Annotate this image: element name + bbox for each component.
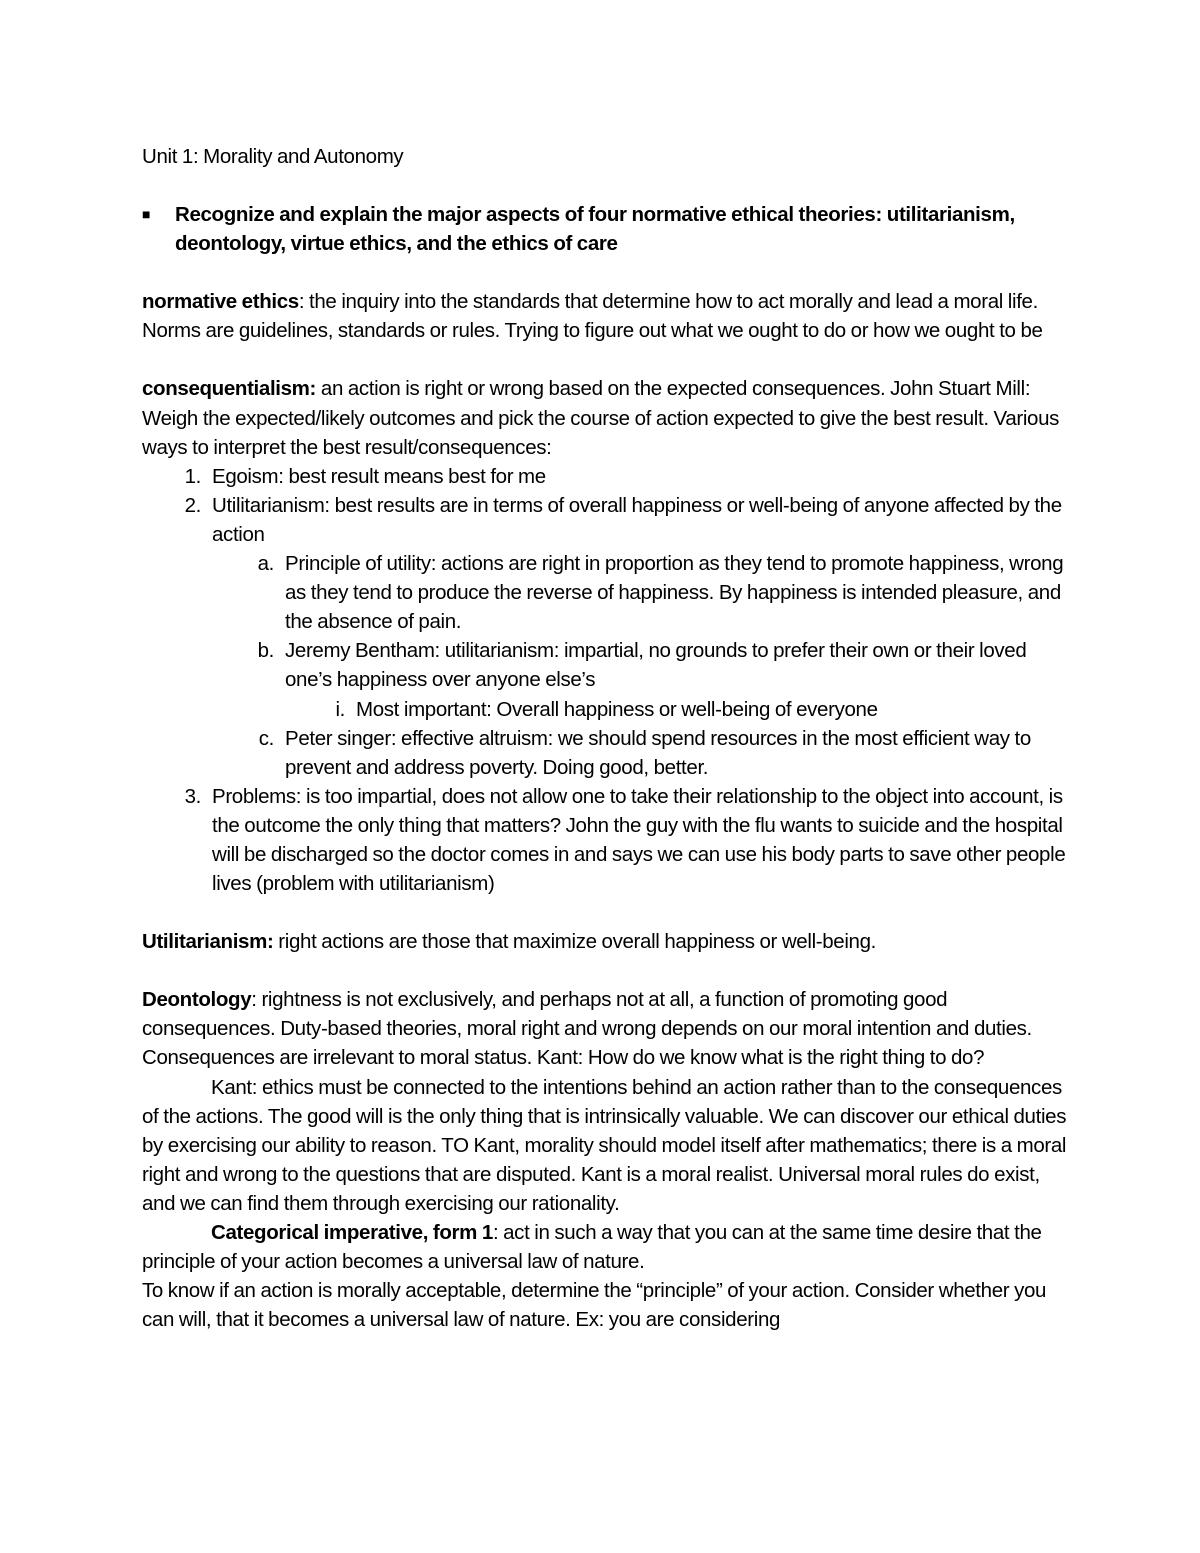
categorical-imperative-paragraph <box>142 1218 1067 1276</box>
consequentialism-body: an action is right or wrong based on the expected consequences. John Stuart Mill: Weigh the expected/likely outcomes and pick the course of action expected to give the best result. Various ways to interpret the best result/consequences: <box>142 377 1060 459</box>
consequentialism-paragraph <box>142 374 1067 461</box>
sub-list-item-text: Peter singer: effective altruism: we should spend resources in the most efficient way to prevent and address poverty. Doing good, better. <box>285 726 1031 779</box>
list-marker: b. <box>257 639 274 663</box>
final-paragraph: To know if an action is morally acceptable, determine the “principle” of your action. Consider whether you can will, that it becomes a universal law of nature. Ex: you are considering <box>142 1279 1047 1332</box>
spacer <box>142 956 1067 985</box>
list-marker: 2. <box>184 493 201 517</box>
deontology-body: : rightness is not exclusively, and perhaps not at all, a function of promoting good consequences. Duty-based theories, moral right and wrong depends on our moral intention and duties. Consequences are irrelevant to moral status. Kant: How do we know what is the right thing to do? <box>142 988 1032 1070</box>
term-normative-ethics: normative ethics <box>142 290 299 314</box>
normative-ethics-body: : the inquiry into the standards that determine how to act morally and lead a moral life. Norms are guidelines, standards or rules. Trying to figure out what we ought to do or how we ought to be <box>142 290 1043 343</box>
term-consequentialism: consequentialism: <box>142 377 317 401</box>
list-item <box>162 491 1067 782</box>
list-marker: i. <box>335 697 345 721</box>
deontology-paragraph <box>142 985 1067 1072</box>
term-utilitarianism: Utilitarianism: <box>142 930 274 954</box>
spacer <box>142 898 1067 927</box>
sub-list-item <box>212 724 1067 782</box>
bentham-sublist <box>285 695 1067 724</box>
square-bullet-icon: ■ <box>142 206 151 223</box>
categorical-imperative-body: : act in such a way that you can at the same time desire that the principle of your action becomes a universal law of nature. <box>142 1221 1042 1274</box>
sub-list-item <box>212 549 1067 636</box>
list-item-text: Egoism: best result means best for me <box>212 464 546 488</box>
utilitarianism-sublist <box>212 549 1067 782</box>
list-marker: a. <box>257 552 274 576</box>
spacer <box>142 171 1067 200</box>
consequentialism-list <box>142 462 1067 898</box>
list-item <box>162 782 1067 898</box>
sub-list-item <box>212 636 1067 723</box>
term-deontology: Deontology <box>142 988 252 1012</box>
sub-list-item-body <box>285 636 1067 723</box>
kant-paragraph: Kant: ethics must be connected to the intentions behind an action rather than to the consequences of the actions. The good will is the only thing that is intrinsically valuable. We can discover our ethical duties by exercising our ability to reason. TO Kant, morality should model itself after mathematics; there is a moral right and wrong to the questions that are disputed. Kant is a moral realist. Universal moral rules do exist, and we can find them through exercising our rationality. <box>142 1075 1067 1215</box>
sub-list-item-text: Jeremy Bentham: utilitarianism: impartial, no grounds to prefer their own or their loved one’s happiness over anyone else’s <box>285 639 1027 692</box>
sub-list-item-text: Principle of utility: actions are right in proportion as they tend to promote happiness, wrong as they tend to produce the reverse of happiness. By happiness is intended pleasure, and the absence of pain. <box>285 552 1064 634</box>
normative-ethics-paragraph <box>142 287 1067 345</box>
list-item-body <box>212 491 1067 782</box>
objective-bullet <box>142 200 1067 258</box>
objective-text: Recognize and explain the major aspects of four normative ethical theories: utilitarianism, deontology, virtue ethics, and the ethics of care <box>175 203 1015 256</box>
utilitarianism-body: right actions are those that maximize overall happiness or well-being. <box>273 930 877 954</box>
spacer <box>142 258 1067 287</box>
document-body <box>142 142 1067 1334</box>
list-marker: 3. <box>184 784 201 808</box>
sub-sub-list-item-text: Most important: Overall happiness or well-being of everyone <box>356 697 878 721</box>
term-categorical-imperative: Categorical imperative, form 1 <box>211 1221 493 1244</box>
document-title: Unit 1: Morality and Autonomy <box>142 145 404 168</box>
utilitarianism-paragraph <box>142 927 1067 956</box>
list-item-text: Utilitarianism: best results are in terms of overall happiness or well-being of anyone affected by the action <box>212 493 1062 546</box>
sub-sub-list-item <box>285 695 1067 724</box>
list-marker: c. <box>258 726 274 750</box>
spacer <box>142 345 1067 374</box>
list-item-text: Problems: is too impartial, does not allow one to take their relationship to the object into account, is the outcome the only thing that matters? John the guy with the flu wants to suicide and the hospital will be discharged so the doctor comes in and says we can use his body parts to save other people lives (problem with utilitarianism) <box>212 784 1066 896</box>
list-marker: 1. <box>184 464 201 488</box>
list-item <box>162 462 1067 491</box>
